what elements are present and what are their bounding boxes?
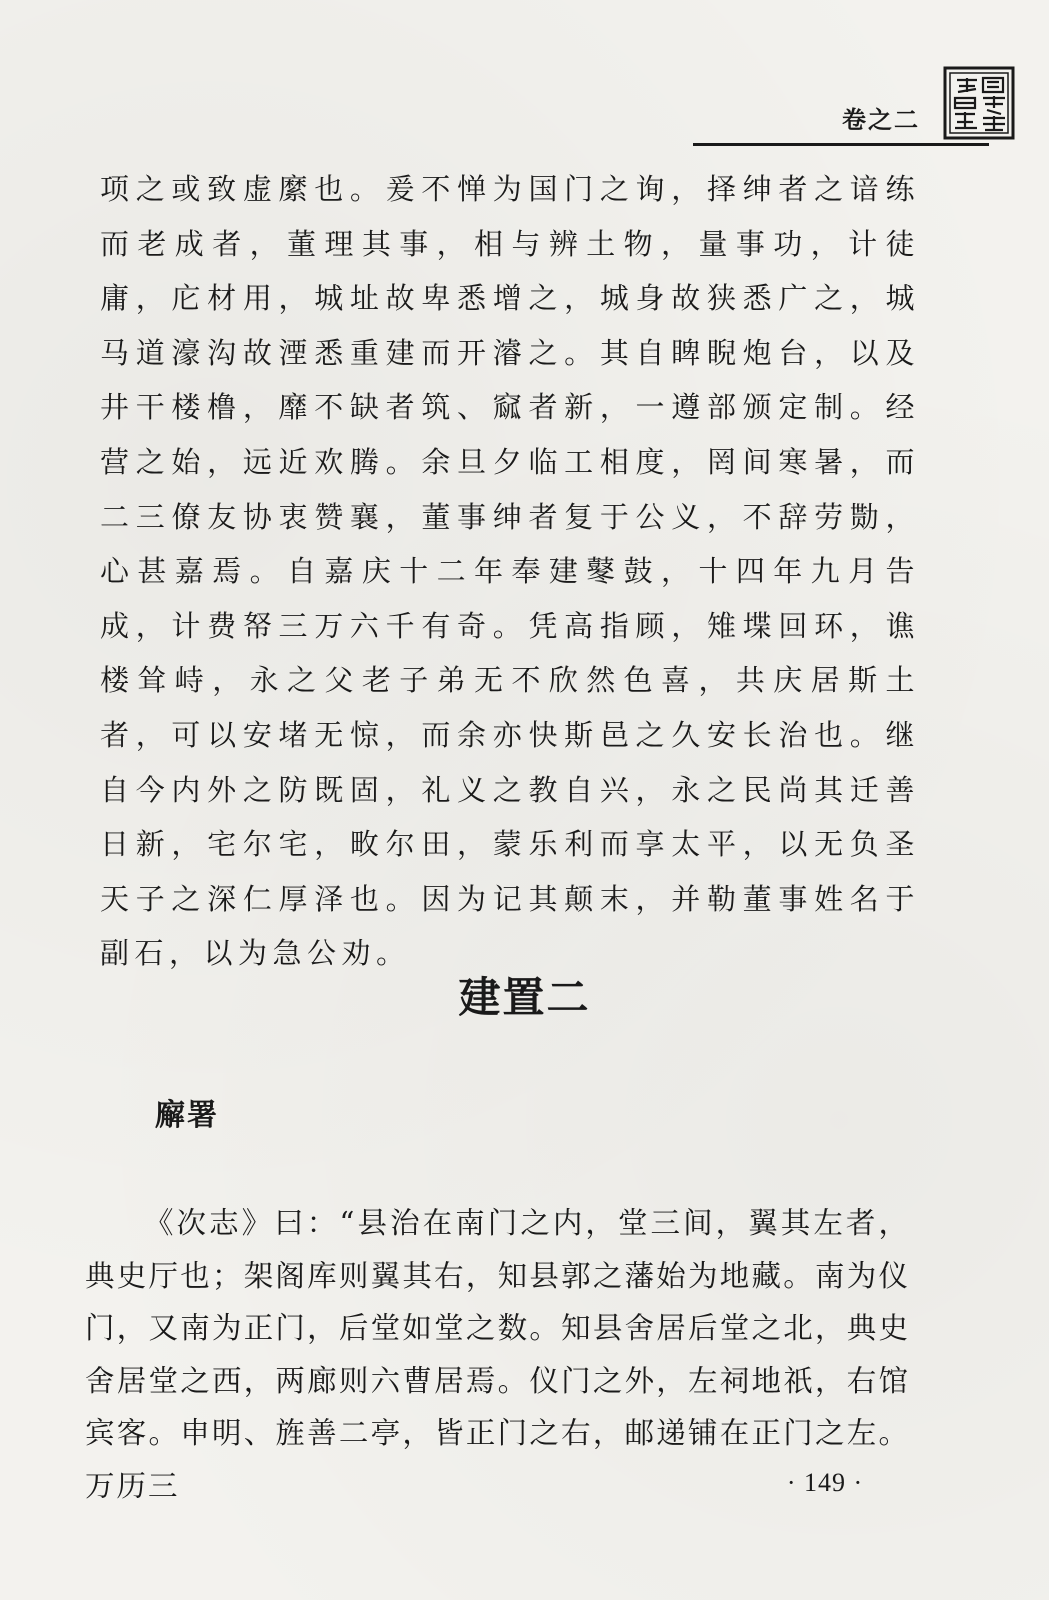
page-number: · 149 · (786, 1468, 864, 1497)
subsection-title: 廨署 (155, 1098, 219, 1133)
subsection-text-block (85, 1197, 910, 1513)
running-head: 卷之二 (842, 106, 920, 134)
header-rule (693, 143, 989, 146)
seal-stamp-icon (943, 66, 1015, 140)
section-title: 建置二 (458, 973, 591, 1022)
paragraph-text: 《次志》曰：“县治在南门之内，堂三间，翼其左者，典史厅也；架阁库则翼其右，知县郭之藩始为地藏。南为仪门，又南为正门，后堂如堂之数。知县舍居后堂之北，典史舍居堂之西，两廊则六曹居焉。仪门之外，左祠地祇，右馆宾客。申明、旌善二亭，皆正门之右，邮递铺在正门之左。万历三 (85, 1206, 910, 1503)
continued-text-block (100, 162, 920, 981)
paragraph-text: 项之或致虚縻也。爰不惮为国门之询，择绅者之谙练而老成者，董理其事，相与辨土物，量事功，计徒庸，庀材用，城址故卑悉增之，城身故狭悉广之，城马道濠沟故湮悉重建而开濬之。其自睥睨炮台，以及井干楼橹，靡不缺者筑、窳者新，一遵部颁定制。经营之始，远近欢腾。余旦夕临工相度，罔间寒暑，而二三僚友协衷赞襄，董事绅者复于公义，不辞劳勚，心甚嘉焉。自嘉庆十二年奉建鼕鼓，十四年九月告成，计费帑三万六千有奇。凭高指顾，雉堞回环，谯楼耸峙，永之父老子弟无不欣然色喜，共庆居斯土者，可以安堵无惊，而余亦快斯邑之久安长治也。继自今内外之防既固，礼义之教自兴，永之民尚其迁善日新，宅尔宅，畋尔田，蒙乐利而享太平，以无负圣天子之深仁厚泽也。因为记其颠末，并勒董事姓名于副石，以为急公劝。 (100, 172, 920, 971)
